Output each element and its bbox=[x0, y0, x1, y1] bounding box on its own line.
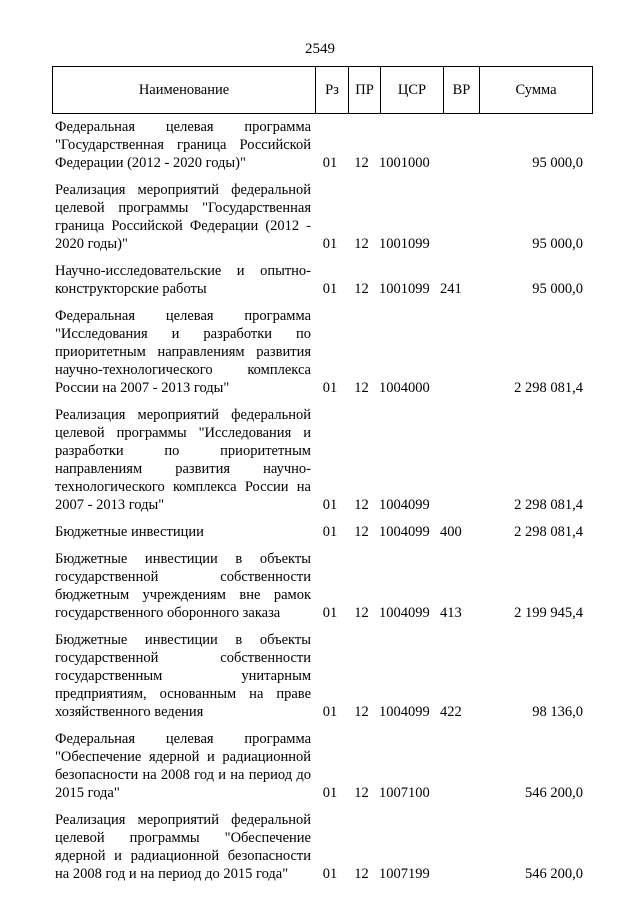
row-csr: 1004099 bbox=[379, 605, 430, 621]
row-rz: 01 bbox=[322, 281, 338, 297]
row-vr: 413 bbox=[440, 605, 462, 621]
row-sum: 546 200,0 bbox=[525, 866, 583, 882]
row-sum: 95 000,0 bbox=[532, 155, 583, 171]
table-row bbox=[52, 631, 586, 730]
row-vr bbox=[439, 118, 474, 181]
row-pr: 12 bbox=[354, 524, 369, 540]
row-rz: 01 bbox=[322, 704, 338, 720]
row-pr: 12 bbox=[354, 605, 369, 621]
row-name: Реализация мероприятий федеральной целевой программы "Государственная граница Российской Федерации (2012 - 2020 годы)" bbox=[55, 182, 311, 252]
row-rz: 01 bbox=[322, 866, 338, 882]
row-rz: 01 bbox=[322, 236, 338, 252]
row-csr: 1004099 bbox=[379, 524, 430, 540]
row-name: Федеральная целевая программа "Обеспечение ядерной и радиационной безопасности на 2008 год и на период до 2015 года" bbox=[55, 731, 311, 801]
row-name: Научно-исследовательские и опытно-конструкторские работы bbox=[55, 263, 311, 297]
table-row bbox=[52, 550, 586, 631]
table-row bbox=[52, 730, 586, 811]
table-row bbox=[52, 406, 586, 523]
table-row bbox=[52, 811, 586, 892]
page-number: 2549 bbox=[305, 41, 335, 57]
row-pr: 12 bbox=[354, 380, 369, 396]
table-row bbox=[52, 262, 586, 307]
header-rz: Рз bbox=[316, 67, 349, 114]
row-sum: 95 000,0 bbox=[532, 236, 583, 252]
row-vr bbox=[439, 307, 474, 406]
row-pr: 12 bbox=[354, 785, 369, 801]
row-name: Федеральная целевая программа "Государственная граница Российской Федерации (2012 - 2020 годы)" bbox=[55, 119, 311, 171]
row-pr: 12 bbox=[354, 497, 369, 513]
row-csr: 1004099 bbox=[379, 497, 430, 513]
row-name: Федеральная целевая программа "Исследования и разработки по приоритетным направлениям развития научно-технологического комплекса России на 2007 - 2013 годы" bbox=[55, 308, 311, 396]
row-sum: 2 298 081,4 bbox=[514, 380, 583, 396]
table-header bbox=[52, 66, 593, 114]
row-rz: 01 bbox=[322, 785, 338, 801]
table-row bbox=[52, 523, 586, 550]
row-rz: 01 bbox=[322, 497, 338, 513]
table-row bbox=[52, 181, 586, 262]
row-csr: 1001099 bbox=[379, 236, 430, 252]
row-sum: 2 199 945,4 bbox=[514, 605, 583, 621]
row-vr bbox=[439, 811, 474, 892]
row-vr bbox=[439, 730, 474, 811]
row-pr: 12 bbox=[354, 866, 369, 882]
table-row bbox=[52, 118, 586, 181]
row-rz: 01 bbox=[322, 605, 338, 621]
row-pr: 12 bbox=[354, 236, 369, 252]
row-name: Бюджетные инвестиции в объекты государственной собственности государственным унитарным предприятиям, основанным на праве хозяйственного ведения bbox=[55, 632, 311, 720]
row-rz: 01 bbox=[322, 380, 338, 396]
row-csr: 1001000 bbox=[379, 155, 430, 171]
row-vr: 400 bbox=[440, 524, 462, 540]
row-csr: 1004099 bbox=[379, 704, 430, 720]
row-sum: 546 200,0 bbox=[525, 785, 583, 801]
row-rz: 01 bbox=[322, 155, 338, 171]
header-vr: ВР bbox=[444, 67, 480, 114]
row-sum: 95 000,0 bbox=[532, 281, 583, 297]
row-csr: 1007199 bbox=[379, 866, 430, 882]
row-sum: 98 136,0 bbox=[532, 704, 583, 720]
row-name: Бюджетные инвестиции в объекты государственной собственности бюджетным учреждениям вне рамок государственного оборонного заказа bbox=[55, 551, 311, 621]
row-pr: 12 bbox=[354, 704, 369, 720]
table-row bbox=[52, 307, 586, 406]
row-name: Реализация мероприятий федеральной целевой программы "Обеспечение ядерной и радиационной безопасности на 2008 год и на период до 2015 года" bbox=[55, 812, 311, 882]
header-name: Наименование bbox=[53, 67, 316, 114]
header-pr: ПР bbox=[349, 67, 381, 114]
row-rz: 01 bbox=[322, 524, 338, 540]
row-csr: 1001099 bbox=[379, 281, 430, 297]
header-sum: Сумма bbox=[480, 67, 593, 114]
header-row bbox=[53, 67, 593, 114]
row-name: Реализация мероприятий федеральной целевой программы "Исследования и разработки по приоритетным направлениям развития научно-технологического комплекса России на 2007 - 2013 годы" bbox=[55, 407, 311, 513]
row-csr: 1004000 bbox=[379, 380, 430, 396]
row-pr: 12 bbox=[354, 281, 369, 297]
row-vr: 422 bbox=[440, 704, 462, 720]
header-csr: ЦСР bbox=[381, 67, 444, 114]
budget-table bbox=[52, 118, 586, 892]
row-sum: 2 298 081,4 bbox=[514, 497, 583, 513]
row-vr bbox=[439, 406, 474, 523]
row-vr bbox=[439, 181, 474, 262]
row-csr: 1007100 bbox=[379, 785, 430, 801]
row-pr: 12 bbox=[354, 155, 369, 171]
row-name: Бюджетные инвестиции bbox=[55, 524, 204, 540]
row-sum: 2 298 081,4 bbox=[514, 524, 583, 540]
row-vr: 241 bbox=[440, 281, 462, 297]
